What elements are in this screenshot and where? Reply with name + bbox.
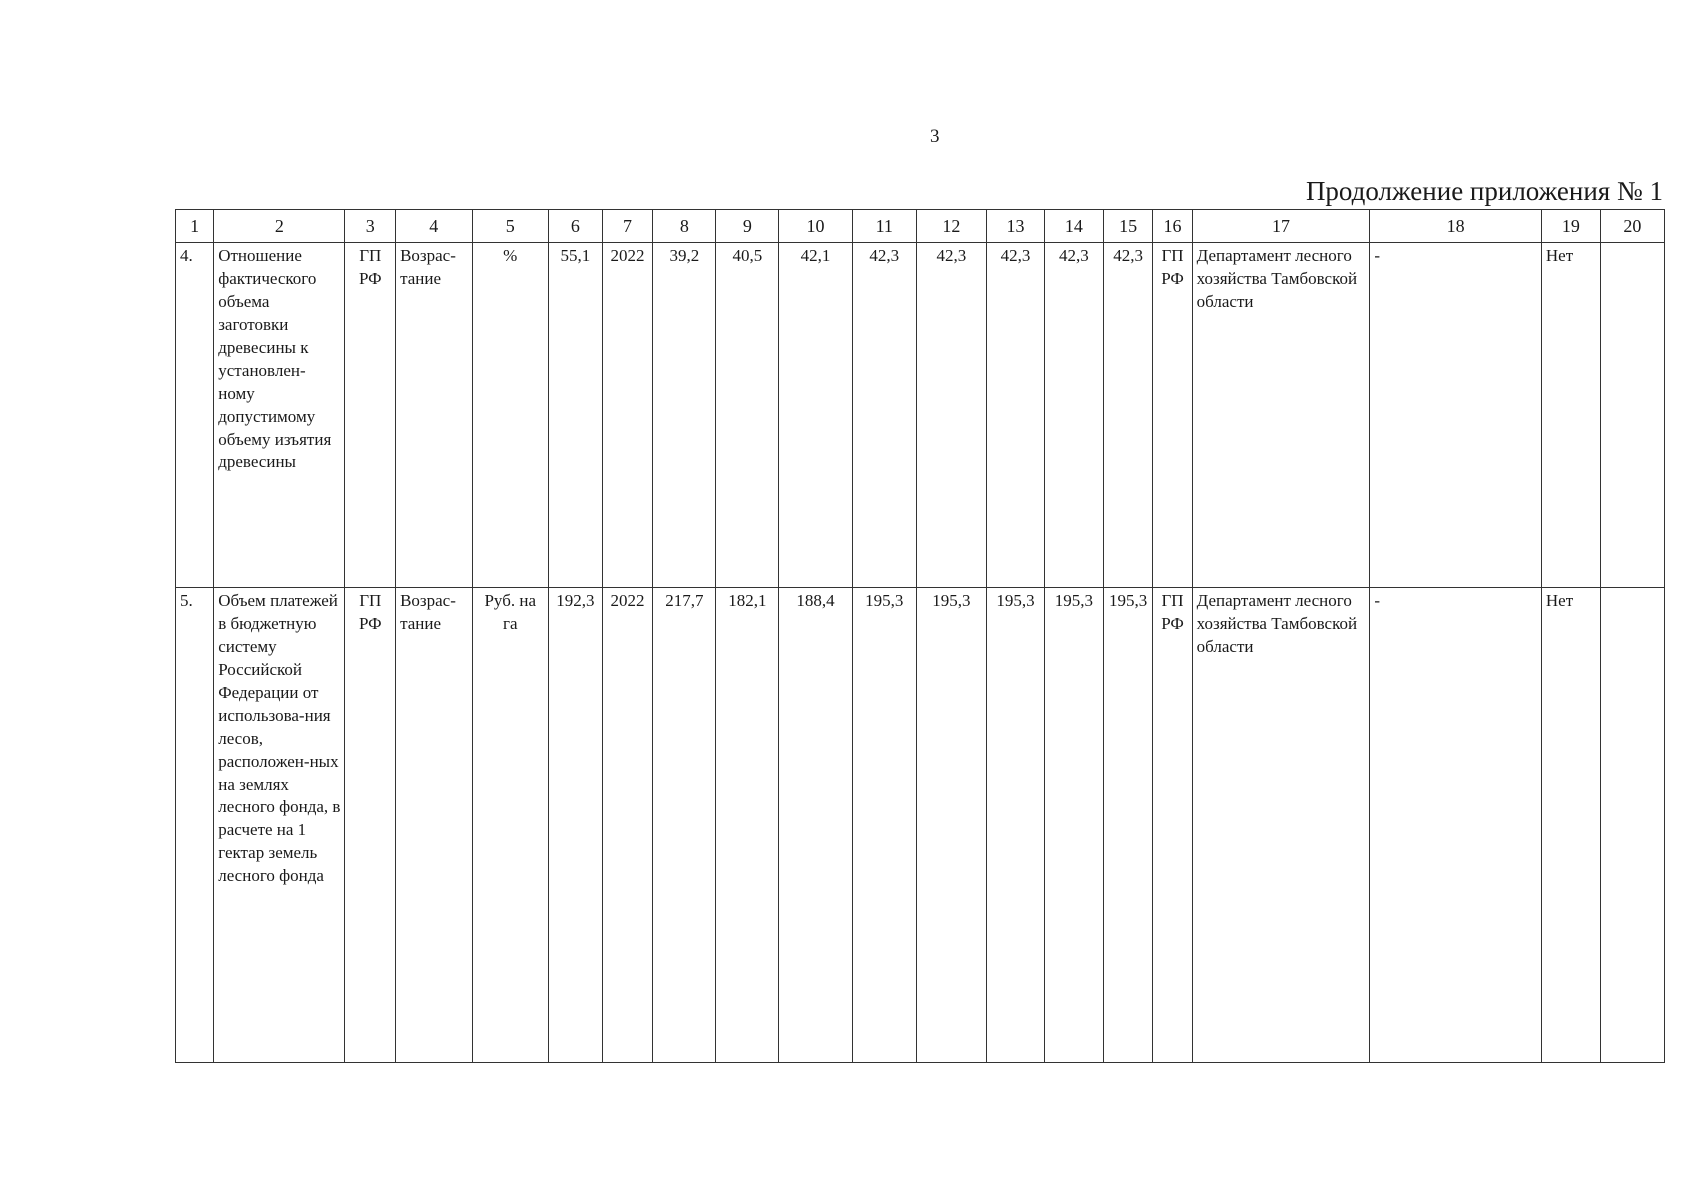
header-cell: 20 — [1600, 210, 1664, 243]
value-cell: 42,3 — [916, 243, 986, 588]
appendix-title: Продолжение приложения № 1 — [1305, 176, 1663, 206]
row-number: 5. — [176, 588, 214, 1063]
responsible-cell: Департамент лесного хозяйства Тамбовской области — [1192, 243, 1370, 588]
base-value-cell: 55,1 — [548, 243, 602, 588]
header-cell: 18 — [1370, 210, 1542, 243]
header-cell: 16 — [1153, 210, 1192, 243]
value-cell: 39,2 — [653, 243, 716, 588]
value-cell: 42,3 — [1044, 243, 1103, 588]
value-cell: 195,3 — [852, 588, 916, 1063]
header-cell: 10 — [779, 210, 852, 243]
header-cell: 4 — [396, 210, 472, 243]
value-cell: 40,5 — [716, 243, 779, 588]
trend-cell: Возрас-тание — [396, 588, 472, 1063]
col19-cell: Нет — [1541, 243, 1600, 588]
header-cell: 17 — [1192, 210, 1370, 243]
base-year-cell: 2022 — [602, 243, 653, 588]
header-cell: 11 — [852, 210, 916, 243]
header-cell: 14 — [1044, 210, 1103, 243]
value-cell: 195,3 — [1103, 588, 1153, 1063]
source-cell: ГП РФ — [345, 243, 396, 588]
value-cell: 217,7 — [653, 588, 716, 1063]
header-cell: 12 — [916, 210, 986, 243]
header-cell: 8 — [653, 210, 716, 243]
row-number: 4. — [176, 243, 214, 588]
indicator-name: Отношение фактического объема заготовки древесины к установлен-ному допустимому объему изъятия древесины — [214, 243, 345, 588]
table-row — [176, 588, 1665, 1063]
header-cell: 9 — [716, 210, 779, 243]
header-cell: 15 — [1103, 210, 1153, 243]
indicator-name: Объем платежей в бюджетную систему Российской Федерации от использова-ния лесов, расположен-ных на землях лесного фонда, в расчете на 1 гектар земель лесного фонда — [214, 588, 345, 1063]
responsible-cell: Департамент лесного хозяйства Тамбовской области — [1192, 588, 1370, 1063]
header-cell: 19 — [1541, 210, 1600, 243]
document-cell: ГП РФ — [1153, 243, 1192, 588]
value-cell: 42,3 — [1103, 243, 1153, 588]
col18-cell: - — [1370, 588, 1542, 1063]
unit-cell: Руб. на га — [472, 588, 548, 1063]
col20-cell — [1600, 243, 1664, 588]
header-cell: 13 — [987, 210, 1045, 243]
header-cell: 6 — [548, 210, 602, 243]
table-header-row — [176, 210, 1665, 243]
value-cell: 195,3 — [916, 588, 986, 1063]
document-cell: ГП РФ — [1153, 588, 1192, 1063]
value-cell: 195,3 — [1044, 588, 1103, 1063]
col19-cell: Нет — [1541, 588, 1600, 1063]
value-cell: 42,1 — [779, 243, 852, 588]
indicators-table — [175, 209, 1665, 1063]
header-cell: 5 — [472, 210, 548, 243]
value-cell: 195,3 — [987, 588, 1045, 1063]
base-year-cell: 2022 — [602, 588, 653, 1063]
source-cell: ГП РФ — [345, 588, 396, 1063]
trend-cell: Возрас-тание — [396, 243, 472, 588]
table-row — [176, 243, 1665, 588]
base-value-cell: 192,3 — [548, 588, 602, 1063]
unit-cell: % — [472, 243, 548, 588]
value-cell: 42,3 — [987, 243, 1045, 588]
value-cell: 188,4 — [779, 588, 852, 1063]
value-cell: 42,3 — [852, 243, 916, 588]
col20-cell — [1600, 588, 1664, 1063]
col18-cell: - — [1370, 243, 1542, 588]
header-cell: 2 — [214, 210, 345, 243]
header-cell: 3 — [345, 210, 396, 243]
header-cell: 1 — [176, 210, 214, 243]
page-number: 3 — [930, 126, 940, 147]
value-cell: 182,1 — [716, 588, 779, 1063]
header-cell: 7 — [602, 210, 653, 243]
